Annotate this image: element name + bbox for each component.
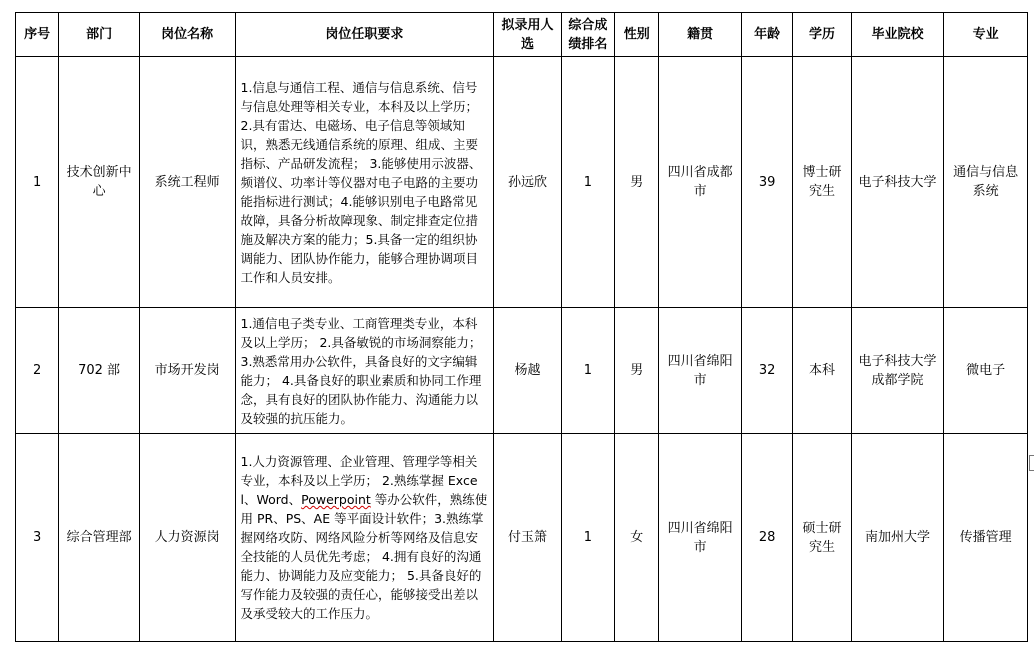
- recruitment-table: [15, 12, 1028, 642]
- cell-requirements: 1.信息与通信工程、通信与信息系统、信号与信息处理等相关专业，本科及以上学历； 2.具有雷达、电磁场、电子信息等领域知识，熟悉无线通信系统的原理、组成、主要指标、产品研发流程； 3.能够使用示波器、频谱仪、功率计等仪器对电子电路的主要功能指标进行测试；4.能够识别电子电路常见故障，具备分析故障现象、制定排查定位措施及解决方案的能力；5.具备一定的组织协调能力、团队协作能力，能够合理协调项目工作和人员安排。: [235, 57, 494, 308]
- requirements-text: 等办公软件，熟练使用 PR、PS、AE 等平面设计软件；3.熟练掌握网络攻防、网络风险分析等网络及信息安全技能的人员优先考虑； 4.拥有良好的沟通能力、协调能力及应变能力； 5.具备良好的写作能力及较强的责任心，能够接受出差以及承受较大的工作压力。: [240, 492, 488, 621]
- cell-candidate: 付玉箫: [494, 434, 561, 642]
- cell-dept: 综合管理部: [59, 434, 140, 642]
- cell-rank: 1: [561, 434, 614, 642]
- table-row: [16, 434, 1028, 642]
- table-row: [16, 308, 1028, 434]
- cell-rank: 1: [561, 57, 614, 308]
- header-row: [16, 13, 1028, 57]
- cell-age: 28: [741, 434, 792, 642]
- cell-requirements: [235, 434, 494, 642]
- cell-requirements: 1.通信电子类专业、工商管理类专业，本科及以上学历； 2.具备敏锐的市场洞察能力； 3.熟悉常用办公软件，具备良好的文字编辑能力； 4.具备良好的职业素质和协同工作理念，具有良好的团队协作能力、沟通能力以及较强的抗压能力。: [235, 308, 494, 434]
- cell-major: 传播管理: [944, 434, 1028, 642]
- header-gender: 性别: [615, 13, 659, 57]
- header-seq: 序号: [16, 13, 59, 57]
- cell-seq: 1: [16, 57, 59, 308]
- cell-seq: 3: [16, 434, 59, 642]
- cell-position: 人力资源岗: [139, 434, 235, 642]
- cell-gender: 男: [615, 57, 659, 308]
- header-age: 年龄: [741, 13, 792, 57]
- cell-gender: 男: [615, 308, 659, 434]
- cell-school: 电子科技大学: [851, 57, 944, 308]
- cell-age: 32: [741, 308, 792, 434]
- header-major: 专业: [944, 13, 1028, 57]
- cell-school: 南加州大学: [851, 434, 944, 642]
- cell-education: 本科: [793, 308, 851, 434]
- cell-position: 系统工程师: [139, 57, 235, 308]
- cell-dept: 技术创新中心: [59, 57, 140, 308]
- cell-origin: 四川省成都市: [659, 57, 742, 308]
- cell-rank: 1: [561, 308, 614, 434]
- header-rank: 综合成绩排名: [561, 13, 614, 57]
- cell-origin: 四川省绵阳市: [659, 308, 742, 434]
- header-requirements: 岗位任职要求: [235, 13, 494, 57]
- header-dept: 部门: [59, 13, 140, 57]
- requirements-text: 1.人力资源管理、企业管理、管理学等相关专业，本科及以上学历； 2.熟练掌握 Excel、Word、: [240, 454, 478, 507]
- header-school: 毕业院校: [851, 13, 944, 57]
- cell-candidate: 孙远欣: [494, 57, 561, 308]
- cell-origin: 四川省绵阳市: [659, 434, 742, 642]
- cell-seq: 2: [16, 308, 59, 434]
- spellcheck-flagged-word: Powerpoint: [301, 492, 371, 507]
- cell-age: 39: [741, 57, 792, 308]
- table-row: [16, 57, 1028, 308]
- cell-school: 电子科技大学成都学院: [851, 308, 944, 434]
- header-origin: 籍贯: [659, 13, 742, 57]
- cell-major: 通信与信息系统: [944, 57, 1028, 308]
- cell-candidate: 杨越: [494, 308, 561, 434]
- cell-position: 市场开发岗: [139, 308, 235, 434]
- cell-education: 博士研究生: [793, 57, 851, 308]
- table-container: [15, 12, 1028, 642]
- header-education: 学历: [793, 13, 851, 57]
- cell-dept: 702 部: [59, 308, 140, 434]
- cell-education: 硕士研究生: [793, 434, 851, 642]
- header-candidate: 拟录用人选: [494, 13, 561, 57]
- cell-gender: 女: [615, 434, 659, 642]
- header-position: 岗位名称: [139, 13, 235, 57]
- cell-major: 微电子: [944, 308, 1028, 434]
- table-resize-handle[interactable]: [1029, 455, 1034, 471]
